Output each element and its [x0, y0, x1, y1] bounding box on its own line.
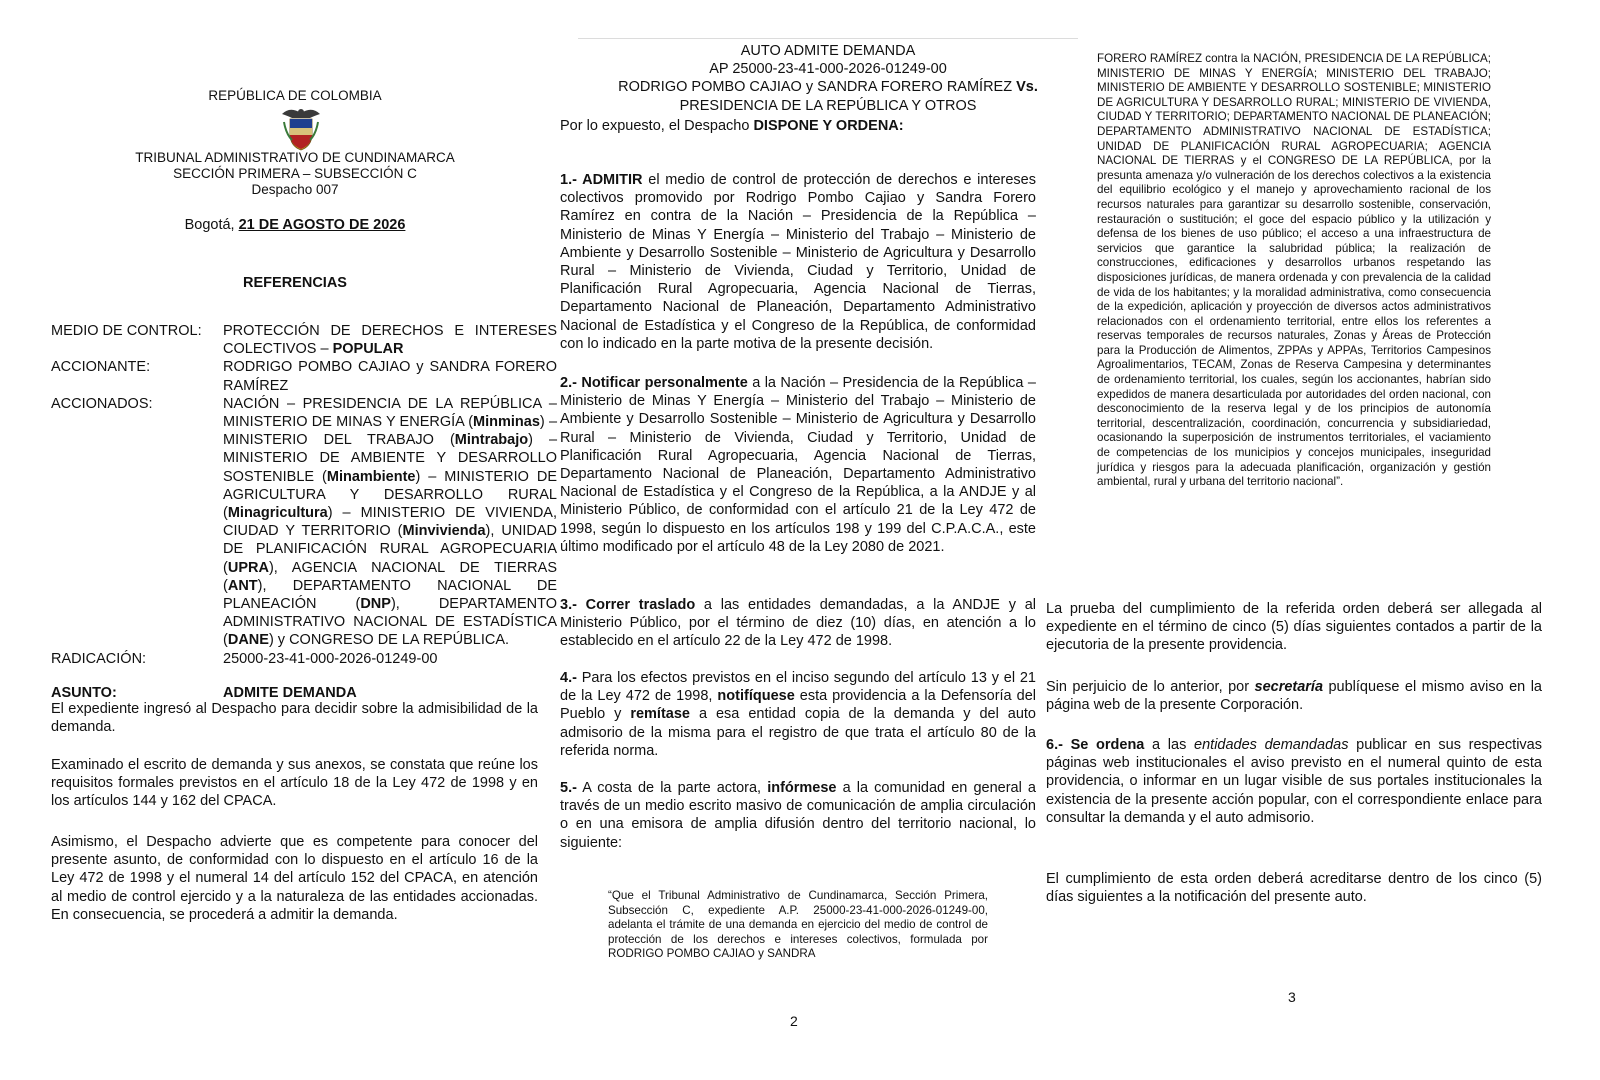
ref-value: ADMITE DEMANDA [223, 684, 357, 701]
order-3 [560, 596, 1036, 651]
order-text: a las entidades demandadas, a la ANDJE y al Ministerio Público, por el término de diez (10) días, en atención a lo establecido en el artículo 22 de la Ley 472 de 1998. [560, 597, 1036, 650]
date-prefix: Bogotá, [184, 217, 239, 233]
ref-text: ), UNIDAD DE PLANIFICACIÓN RURAL AGROPECUARIA ( [223, 523, 557, 576]
ref-text: ), AGENCIA NACIONAL DE TIERRAS ( [223, 559, 557, 594]
intro-text: Por lo expuesto, el Despacho [560, 118, 754, 134]
ref-text-bold: Minminas [473, 414, 540, 431]
ref-text-bold: ANT [227, 577, 258, 594]
header-title: AUTO ADMITE DEMANDA [740, 43, 916, 59]
order-text: a las [1144, 737, 1195, 753]
ref-text: ) – MINISTERIO DE VIVIENDA, CIUDAD Y TERRITORIO ( [223, 505, 557, 540]
order-text: a la Nación – Presidencia de la República – Ministerio de Minas Y Energía – Ministerio del Trabajo – Ministerio de Ambiente y Desarrollo Sostenible – Ministerio de Agricultura y Desarrollo Rural – Ministerio de Vivienda, Ciudad y Territorio, Unidad de Planificación Rural Agropecuaria, Agencia Nacional de Tierras, Departamento Nacional de Planeación, Departamento Administrativo Nacional de Estadística y el Congreso de la República, a la ANDJE y al Ministerio Público, de conformidad con el artículo 21 de la Ley 472 de 1998, según lo dispuesto en los artículos 198 y 199 del C.P.A.C.A., este último modificado por el artículo 48 de la Ley 2080 de 2021. [560, 375, 1036, 555]
ref-text: ) – MINISTERIO DEL TRABAJO ( [223, 414, 558, 449]
intro-bold: DISPONE Y ORDENA: [753, 118, 904, 134]
order-text: esta providencia a la Defensoría del Pueblo y [560, 688, 1036, 723]
order-5 [560, 779, 1036, 852]
ref-key: MEDIO DE CONTROL: [51, 323, 202, 339]
paragraph-competencia: Asimismo, el Despacho advierte que es competente para conocer del presente asunto, de conformidad con lo dispuesto en el artículo 16 de la Ley 472 de 1998 y el numeral 14 del artículo 152 del CPACA, en atención al medio de control ejercido y a la naturaleza de las entidades accionadas. En consecuencia, se procederá a admitir la demanda. [51, 834, 538, 923]
ref-key: ACCIONANTE: [51, 359, 151, 376]
order-number: 5.- [560, 780, 577, 796]
order-4 [560, 669, 1036, 760]
ref-text-bold: Minambiente [326, 468, 416, 485]
paragraph-secretaria [1046, 678, 1542, 714]
order-text: A costa de la parte actora, [576, 780, 768, 796]
ref-text-bold: DANE [227, 632, 269, 649]
order-text: publicar en sus respectivas páginas web institucionales el aviso previsto en el numeral quinto de esta providencia, o informar en un lugar visible de sus portales institucionales la existencia de la presente acción popular, con el correspondiente enlace para consultar la demanda y el auto admisorio. [1046, 737, 1542, 826]
ref-text: PROTECCIÓN DE DERECHOS E INTERESES COLECTIVOS – [223, 323, 557, 358]
order-1 [560, 171, 1036, 353]
para-text: publíquese el mismo aviso en la página web de la presente Corporación. [1046, 679, 1542, 714]
ref-text-bold: UPRA [227, 559, 269, 576]
header-parties [578, 78, 1078, 114]
paragraph-cumplimiento: El cumplimiento de esta orden deberá acreditarse dentro de los cinco (5) días siguientes a la notificación del presente auto. [1046, 871, 1542, 906]
order-italic: entidades demandadas [1194, 737, 1349, 753]
ref-key: RADICACIÓN: [51, 650, 147, 667]
order-number: 1.- ADMITIR [560, 172, 643, 188]
header-case-number: AP 25000-23-41-000-2026-01249-00 [709, 61, 947, 78]
ref-key: ASUNTO: [51, 684, 117, 701]
ref-row-accionante [51, 358, 557, 394]
ref-text: ), DEPARTAMENTO NACIONAL DE PLANEACIÓN ( [223, 577, 557, 613]
order-2 [560, 374, 1036, 556]
order-bold: remítase [630, 706, 690, 723]
order-bold: infórmese [767, 780, 837, 796]
paragraph-admisibilidad: El expediente ingresó al Despacho para decidir sobre la admisibilidad de la demanda. [51, 701, 538, 736]
ref-value [223, 322, 557, 358]
ref-value: 25000-23-41-000-2026-01249-00 [223, 650, 438, 667]
references-heading: REFERENCIAS [243, 275, 347, 291]
ref-key: ACCIONADOS: [51, 395, 153, 412]
header-text: PRESIDENCIA DE LA REPÚBLICA Y OTROS [679, 97, 977, 114]
order-bold: notifíquese [717, 688, 795, 705]
ref-text: NACIÓN – PRESIDENCIA DE LA REPÚBLICA – MINISTERIO DE MINAS Y ENERGÍA ( [223, 395, 557, 431]
ref-text-bold: DNP [360, 596, 391, 613]
section-heading: SECCIÓN PRIMERA – SUBSECCIÓN C [173, 166, 417, 181]
tribunal-heading: TRIBUNAL ADMINISTRATIVO DE CUNDINAMARCA [135, 150, 455, 165]
para-bold-italic: secretaría [1254, 679, 1324, 695]
ref-value: RODRIGO POMBO CAJIAO y SANDRA FORERO RAMÍREZ [223, 359, 557, 394]
header-vs: Vs. [1016, 79, 1038, 96]
paragraph-requisitos: Examinado el escrito de demanda y sus anexos, se constata que reúne los requisitos formales previstos en el artículo 18 de la Ley 472 de 1998 y en los artículos 144 y 162 del CPACA. [51, 757, 538, 810]
ref-row-medio [51, 322, 557, 358]
ref-text: ) – MINISTERIO DE AMBIENTE Y DESARROLLO SOSTENIBLE ( [223, 432, 558, 485]
order-text: Para los efectos previstos en el inciso segundo del artículo 13 y el 21 de la Ley 472 de 1998, [560, 670, 1036, 705]
colombia-coat-of-arms-icon [278, 104, 324, 152]
header-rule [578, 38, 1078, 39]
ref-text: ) y CONGRESO DE LA REPÚBLICA. [268, 632, 510, 649]
page-number: 2 [790, 1013, 798, 1029]
order-text: a esa entidad copia de la demanda y del auto admisorio de la misma para el registro de que trata el artículo 80 de la referida norma. [560, 706, 1036, 759]
references-table [51, 322, 557, 702]
para-text: Sin perjuicio de lo anterior, por [1046, 679, 1255, 695]
order-number: 2.- Notificar personalmente [560, 375, 748, 391]
page-header [578, 42, 1078, 115]
order-number: 3.- Correr traslado [560, 597, 696, 613]
intro-dispone [560, 117, 1040, 135]
ref-value [223, 395, 557, 650]
date-value: 21 DE AGOSTO DE 2026 [238, 217, 406, 233]
ref-text: ), DEPARTAMENTO ADMINISTRATIVO NACIONAL DE ESTADÍSTICA ( [223, 596, 557, 649]
ref-text-bold: POPULAR [332, 341, 404, 358]
order-number: 6.- Se ordena [1046, 737, 1145, 753]
ref-text-bold: Minagricultura [227, 505, 328, 522]
document-page-1 [0, 0, 578, 1080]
ref-row-radicacion [51, 650, 557, 668]
order-number: 4.- [560, 670, 577, 686]
notice-quote-continued: FORERO RAMÍREZ contra la NACIÓN, PRESIDENCIA DE LA REPÚBLICA; MINISTERIO DE MINAS Y ENERGÍA; MINISTERIO DEL TRABAJO; MINISTERIO DE AMBIENTE Y DESARROLLO SOSTENIBLE; MINISTERIO DE AGRICULTURA Y DESARROLLO RURAL; MINISTERIO DE VIVIENDA, CIUDAD Y TERRITORIO; DEPARTAMENTO NACIONAL DE PLANEACIÓN; DEPARTAMENTO ADMINISTRATIVO NACIONAL DE ESTADÍSTICA; UNIDAD DE PLANIFICACIÓN RURAL AGROPECUARIA; AGENCIA NACIONAL DE TIERRAS y el CONGRESO DE LA REPÚBLICA, por la presunta amenaza y/o vulneración de los derechos colectivos a la existencia del equilibrio ecológico y el manejo y aprovechamiento racional de los recursos naturales para garantizar su desarrollo sostenible, conservación, restauración o sustitución; el goce del espacio público y la utilización y defensa de los bienes de uso público; el acceso a una infraestructura de servicios que garantice la salubridad pública; la realización de construcciones, edificaciones y desarrollos urbanos respetando las disposiciones jurídicas, de manera ordenada y con prevalencia de la calidad de vida de los habitantes; y la moralidad administrativa, como consecuencia de la expedición, aplicación y proyección de diversos actos administrativos relacionados con el ordenamiento territorial, entre ellos los referentes a reservas temporales de recursos naturales, Zonas y Áreas de Protección para la Producción de Alimentos, ZPPAs y APPAs, Territorios Campesinos Agroalimentarios, TECAM, Zonas de Reserva Campesina y determinantes de ordenamiento territorial, los cuales, según los accionantes, habrían sido expedidos de manera desarticulada por autoridades del orden nacional, con desconocimiento de la reserva legal y de los principios de autonomía territorial, descentralización, coordinación, concurrencia y subsidiariedad, ocasionando la superposición de instrumentos territoriales, el vaciamiento de competencias de los municipios y concejos municipales, inseguridad jurídica y riesgos para la adecuada planificación, organización y gestión ambiental, rural y urbana del territorio nacional”. [1097, 52, 1491, 489]
ref-text-bold: Mintrabajo [454, 432, 529, 449]
order-6 [1046, 736, 1542, 827]
notice-quote: “Que el Tribunal Administrativo de Cundinamarca, Sección Primera, Subsección C, expediente A.P. 25000-23-41-000-2026-01249-00, adelanta el trámite de una demanda en ejercicio del medio de control de protección de los derechos e intereses colectivos, formulada por RODRIGO POMBO CAJIAO y SANDRA [608, 889, 988, 961]
ref-row-accionados [51, 395, 557, 650]
republic-heading: REPÚBLICA DE COLOMBIA [208, 88, 382, 103]
document-page-2 [560, 0, 1078, 1080]
document-date [0, 216, 590, 234]
order-text: el medio de control de protección de derechos e intereses colectivos promovido por Rodrigo Pombo Cajiao y Sandra Forero Ramírez en contra de la Nación – Presidencia de la República – Ministerio de Minas Y Energía – Ministerio del Trabajo – Ministerio de Ambiente y Desarrollo Sostenible – Ministerio de Agricultura y Desarrollo Rural – Ministerio de Vivienda, Ciudad y Territorio, Unidad de Planificación Rural Agropecuaria, Agencia Nacional de Tierras, Departamento Nacional de Planeación, Departamento Administrativo Nacional de Estadística y el Congreso de la República, de conformidad con lo indicado en la parte motiva de la presente decisión. [560, 172, 1036, 352]
ref-text-bold: Minvivienda [402, 523, 486, 540]
header-text: RODRIGO POMBO CAJIAO y SANDRA FORERO RAMÍREZ [618, 79, 1017, 96]
paragraph-prueba: La prueba del cumplimiento de la referida orden deberá ser allegada al expediente en el término de cinco (5) días siguientes contados a partir de la ejecutoria de la presente providencia. [1046, 601, 1542, 654]
office-heading: Despacho 007 [251, 182, 339, 197]
ref-text: ) – MINISTERIO DE AGRICULTURA Y DESARROLLO RURAL ( [223, 468, 557, 522]
document-page-3 [1046, 0, 1600, 1080]
order-text: a la comunidad en general a través de un medio escrito masivo de comunicación de amplia circulación o en una emisora de amplia difusión dentro del territorio nacional, lo siguiente: [560, 780, 1036, 851]
page-number: 3 [1288, 989, 1296, 1005]
